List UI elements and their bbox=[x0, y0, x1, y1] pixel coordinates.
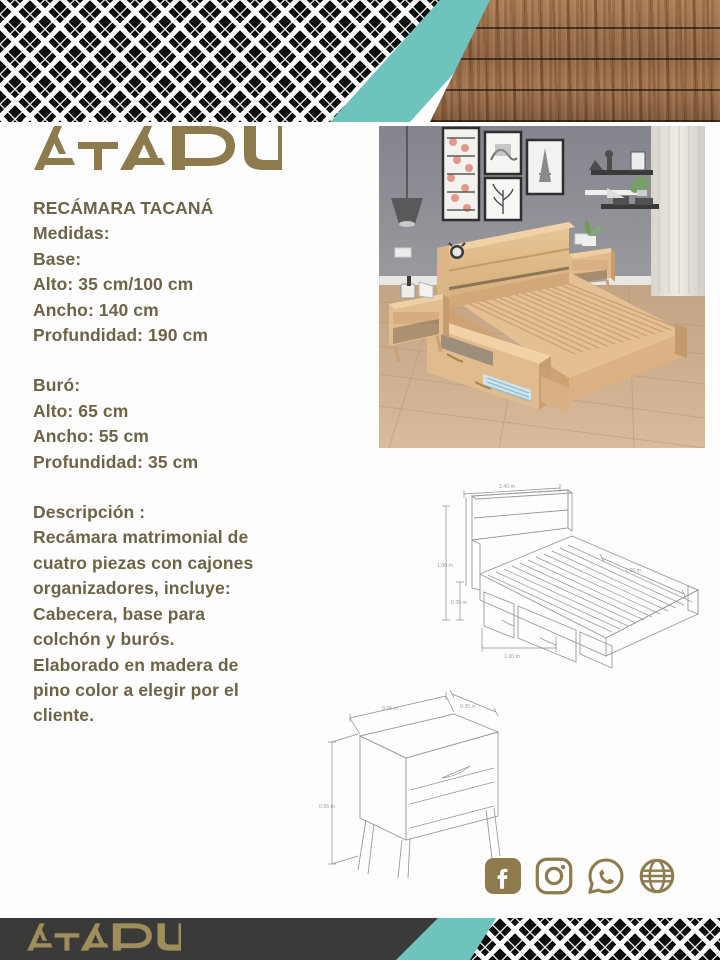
description-line: pino color a elegir por el bbox=[33, 679, 239, 700]
spacer bbox=[33, 348, 363, 373]
description-line: cuatro piezas con cajones bbox=[33, 552, 254, 573]
base-width: Ancho: 140 cm bbox=[33, 299, 159, 320]
base-height: Alto: 35 cm/100 cm bbox=[33, 274, 194, 295]
bed-technical-drawing bbox=[436, 462, 708, 668]
nightstand-width: Ancho: 55 cm bbox=[33, 426, 149, 447]
base-heading: Base: bbox=[33, 248, 82, 269]
description-line: Recámara matrimonial de bbox=[33, 527, 249, 548]
facebook-icon[interactable] bbox=[484, 857, 522, 895]
header-banner bbox=[0, 0, 720, 122]
description-line: Elaborado en madera de bbox=[33, 654, 239, 675]
product-info-column bbox=[33, 196, 363, 729]
base-depth: Profundidad: 190 cm bbox=[33, 325, 208, 346]
bed-base-height-label: 0.35 m bbox=[451, 600, 467, 606]
footer-brand-logo bbox=[26, 922, 181, 952]
bed-width-label: 1.40 m bbox=[499, 484, 515, 490]
brand-logo bbox=[32, 124, 282, 172]
nightstand-depth-label: 0.35 m bbox=[460, 704, 476, 710]
website-globe-icon[interactable] bbox=[638, 857, 676, 895]
nightstand-height: Alto: 65 cm bbox=[33, 400, 129, 421]
measures-label: Medidas: bbox=[33, 223, 110, 244]
bed-drawer-width-label: 1.00 m bbox=[504, 654, 520, 660]
spacer bbox=[33, 475, 363, 500]
social-links bbox=[484, 855, 676, 897]
bed-headboard-height-label: 1.00 m bbox=[437, 563, 453, 569]
bed-length-label: 1.90 m bbox=[625, 568, 641, 574]
bedroom-photo bbox=[379, 126, 705, 448]
nightstand-width-label: 0.55 m bbox=[382, 706, 398, 712]
description-line: colchón y burós. bbox=[33, 629, 175, 650]
footer-diamond-pattern bbox=[470, 918, 720, 960]
whatsapp-icon[interactable] bbox=[587, 857, 625, 895]
instagram-icon[interactable] bbox=[535, 857, 573, 895]
page-title: RECÁMARA TACANÁ bbox=[33, 198, 214, 218]
description-heading: Descripción : bbox=[33, 502, 146, 523]
nightstand-heading: Buró: bbox=[33, 375, 81, 396]
nightstand-technical-drawing bbox=[318, 688, 568, 880]
description-line: organizadores, incluye: bbox=[33, 578, 231, 599]
description-line: Cabecera, base para bbox=[33, 603, 206, 624]
nightstand-depth: Profundidad: 35 cm bbox=[33, 451, 199, 472]
nightstand-height-label: 0.65 m bbox=[319, 804, 335, 810]
description-line: cliente. bbox=[33, 705, 95, 726]
